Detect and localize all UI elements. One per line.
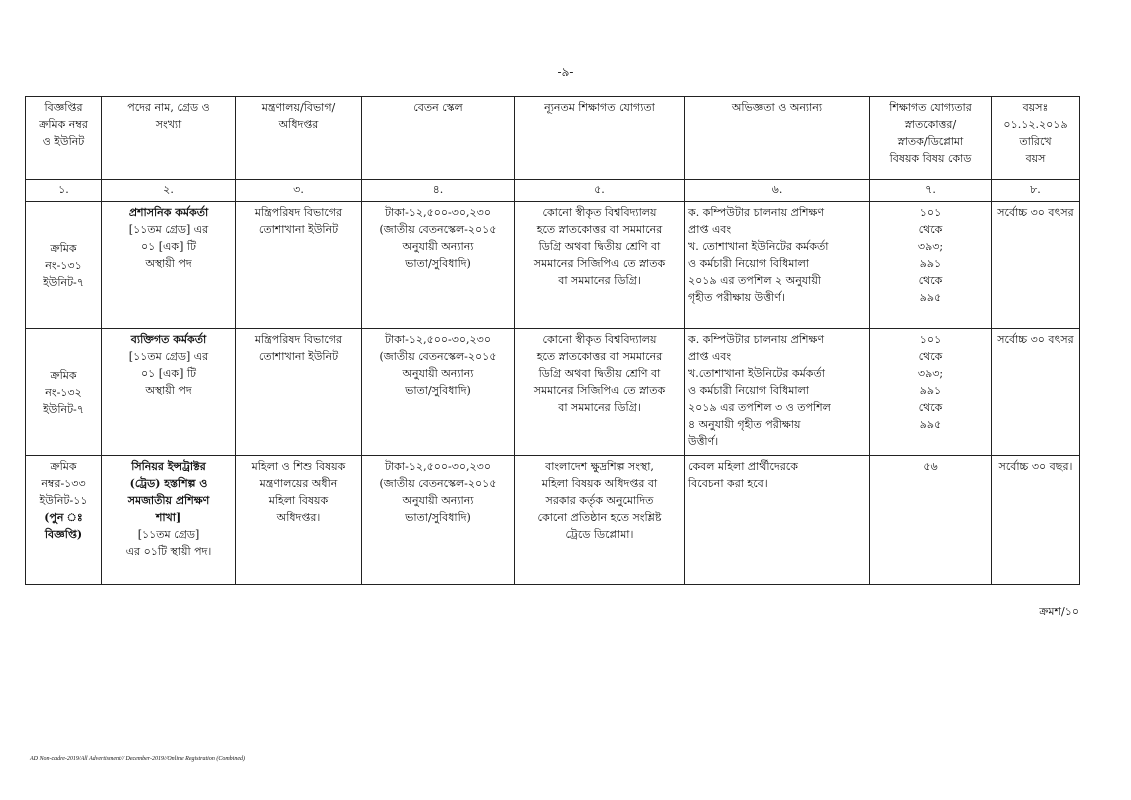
cell-line: মন্ত্রণালয়ের অধীন — [259, 477, 338, 490]
cell-line: সরকার কর্তৃক অনুমোদিত — [545, 494, 654, 507]
cell-line: বয়সঃ — [1022, 101, 1049, 114]
column-header-5 — [515, 97, 685, 180]
cell-line: ১০১ — [919, 206, 942, 219]
cell-line: বা সমমানের ডিগ্রি। — [558, 401, 641, 414]
cell-line: ইউনিট-৭ — [43, 275, 84, 289]
footer-reference: AD Non-cadre-2019/All Advertisment// December-2019//Online Registration (Combined) — [30, 756, 246, 762]
cell-line: প্রাপ্ত এবং — [688, 350, 732, 363]
cell-line: নম্বর-১৩৩ — [41, 477, 86, 490]
cell-line: (জাতীয় বেতনস্কেল-২০১৫ — [379, 350, 497, 363]
column-header-7 — [870, 97, 992, 180]
cell-line: তোশাখানা ইউনিট — [258, 223, 339, 236]
cell-line: ক্রমিক — [50, 460, 77, 473]
cell-line: মন্ত্রণালয়/বিভাগ/ — [261, 101, 336, 114]
cell-line: প্রাপ্ত এবং — [688, 223, 732, 236]
cell-line: সিনিয়র ইন্সট্রাক্টর — [131, 460, 206, 473]
cell-line: কেবল মহিলা প্রার্থীদেরকে — [688, 460, 798, 473]
cell-line: কোনো প্রতিষ্ঠান হতে সংশ্লিষ্ট — [537, 511, 662, 524]
cell-line: ডিগ্রি অথবা দ্বিতীয় শ্রেণি বা — [538, 367, 661, 380]
cell-line: অনুযায়ী অন্যান্য — [402, 240, 474, 253]
cell-line: বেতন স্কেল — [413, 101, 463, 114]
pay-scale-cell — [362, 202, 515, 329]
cell-line: বাংলাদেশ ক্ষুদ্রশিল্প সংস্থা, — [545, 460, 654, 473]
cell-line: বা সমমানের ডিগ্রি। — [558, 274, 641, 287]
header-row — [26, 97, 1080, 180]
cell-line: ক্রমিক — [50, 368, 77, 382]
age-cell: সর্বোচ্চ ৩০ বৎসর — [992, 202, 1080, 329]
cell-line: এর ০১টি স্থায়ী পদ। — [125, 545, 212, 558]
cell-line: ও কর্মচারী নিয়োগ বিধিমালা — [688, 257, 809, 270]
cell-line: মহিলা বিষয়ক অধিদপ্তর বা — [541, 477, 658, 490]
column-header-8 — [992, 97, 1080, 180]
cell-line: টাকা-১২,৫০০-৩০,২৩০ — [385, 460, 491, 473]
cell-line: কোনো স্বীকৃত বিশ্ববিদ্যালয় — [542, 206, 657, 219]
column-number: ২. — [102, 180, 236, 202]
cell-line: নং-১৩২ — [45, 385, 82, 399]
column-number: ৮. — [992, 180, 1080, 202]
cell-line: থেকে — [918, 350, 943, 363]
column-number: ৬. — [685, 180, 870, 202]
age-cell: সর্বোচ্চ ৩০ বৎসর — [992, 329, 1080, 456]
cell-line: ক্রমিক নম্বর — [39, 118, 88, 131]
cell-line: খ.তোশাখানা ইউনিটের কর্মকর্তা — [688, 367, 825, 380]
cell-line: [১১তম গ্রেড] এর — [128, 223, 209, 236]
post-title: প্রশাসনিক কর্মকর্তা — [128, 206, 209, 219]
cell-line: মন্ত্রিপরিষদ বিভাগের — [254, 206, 343, 219]
table-row — [26, 329, 1080, 456]
serial-cell — [26, 456, 102, 585]
cell-line: সমমানের সিজিপিএ তে স্নাতক — [533, 384, 666, 397]
experience-cell — [685, 329, 870, 456]
cell-line: ন্যূনতম শিক্ষাগত যোগ্যতা — [544, 101, 655, 114]
cell-line: ৯৯১ — [919, 384, 942, 397]
education-cell — [515, 456, 685, 585]
cell-line: অধিদপ্তর — [278, 118, 319, 131]
post-cell — [102, 456, 236, 585]
cell-line: [১১তম গ্রেড] — [137, 528, 200, 541]
cell-line: অধিদপ্তর। — [276, 511, 321, 524]
cell-line: ০১ [এক] টি — [140, 367, 197, 380]
cell-line: ডিগ্রি অথবা দ্বিতীয় শ্রেণি বা — [538, 240, 661, 253]
column-header-3 — [236, 97, 362, 180]
column-number: ৩. — [236, 180, 362, 202]
cell-line: ইউনিট-১১ — [39, 494, 88, 507]
cell-line: বিষয়ক বিষয় কোড — [889, 152, 972, 165]
cell-line: সমমানের সিজিপিএ তে স্নাতক — [533, 257, 666, 270]
cell-line: ভাতা/সুবিধাদি) — [405, 384, 471, 397]
cell-line: ৩৯৩; — [917, 240, 944, 253]
cell-line: সমজাতীয় প্রশিক্ষণ — [127, 494, 210, 507]
cell-line: টাকা-১২,৫০০-৩০,২৩০ — [385, 206, 491, 219]
recruitment-table — [25, 96, 1080, 585]
cell-line: অভিজ্ঞতা ও অন্যান্য — [731, 101, 823, 114]
cell-line: ট্রেডে ডিপ্লোমা। — [565, 528, 634, 541]
cell-line: স্নাতকোত্তর/ — [904, 118, 957, 131]
cell-line: বিজ্ঞপ্তির — [44, 101, 83, 114]
column-number: ৫. — [515, 180, 685, 202]
cell-line: মহিলা বিষয়ক — [268, 494, 329, 507]
cell-line: ভাতা/সুবিধাদি) — [405, 257, 471, 270]
ministry-cell — [236, 202, 362, 329]
cell-line: বিবেচনা করা হবে। — [688, 477, 768, 490]
cell-line: (পুন ঃ — [44, 511, 83, 524]
cell-line: ০১.১২.২০১৯ তারিখে — [1003, 118, 1068, 148]
cell-line: অস্থায়ী পদ — [145, 257, 192, 270]
page-number: -৯- — [557, 65, 574, 79]
cell-line: (জাতীয় বেতনস্কেল-২০১৫ — [379, 477, 497, 490]
column-number: ৪. — [362, 180, 515, 202]
cell-line: অস্থায়ী পদ — [145, 384, 192, 397]
cell-line: ৪ অনুযায়ী গৃহীত পরীক্ষায় — [688, 418, 801, 431]
serial-cell — [26, 202, 102, 329]
continued-note: ক্রমশ/১০ — [1039, 605, 1079, 618]
cell-line: থেকে — [918, 401, 943, 414]
cell-line: ক. কম্পিউটার চালনায় প্রশিক্ষণ — [688, 333, 825, 346]
subject-code-cell — [870, 329, 992, 456]
pay-scale-cell — [362, 456, 515, 585]
cell-line: ৯৯৫ — [919, 418, 942, 431]
subject-code-cell — [870, 456, 992, 585]
cell-line: (জাতীয় বেতনস্কেল-২০১৫ — [379, 223, 497, 236]
cell-line: ২০১৯ এর তপশিল ৩ ও তপশিল — [688, 401, 831, 414]
cell-line: হতে স্নাতকোত্তর বা সমমানের — [536, 223, 663, 236]
cell-line: টাকা-১২,৫০০-৩০,২৩০ — [385, 333, 491, 346]
cell-line: ২০১৯ এর তপশিল ২ অনুযায়ী — [688, 274, 821, 287]
table-row — [26, 202, 1080, 329]
cell-line: বয়স — [1025, 152, 1046, 165]
cell-line: [১১তম গ্রেড] এর — [128, 350, 209, 363]
column-number-row — [26, 180, 1080, 202]
cell-line: সংখ্যা — [155, 118, 182, 131]
cell-line: নং-১৩১ — [45, 258, 82, 272]
ministry-cell — [236, 329, 362, 456]
cell-line: অনুযায়ী অন্যান্য — [402, 367, 474, 380]
column-number: ১. — [26, 180, 102, 202]
cell-line: শিক্ষাগত যোগ্যতার — [889, 101, 972, 114]
cell-line: গৃহীত পরীক্ষায় উত্তীর্ণ। — [688, 291, 785, 304]
cell-line: শাখা] — [155, 511, 182, 524]
cell-line: ৩৯৩; — [917, 367, 944, 380]
cell-line: বিজ্ঞপ্তি) — [44, 528, 83, 541]
cell-line: হতে স্নাতকোত্তর বা সমমানের — [536, 350, 663, 363]
cell-line: ভাতা/সুবিধাদি) — [405, 511, 471, 524]
cell-line: ও কর্মচারী নিয়োগ বিধিমালা — [688, 384, 809, 397]
cell-line: মহিলা ও শিশু বিষয়ক — [251, 460, 346, 473]
cell-line: পদের নাম, গ্রেড ও — [127, 101, 210, 114]
cell-line: খ. তোশাখানা ইউনিটের কর্মকর্তা — [688, 240, 829, 253]
cell-line: ক্রমিক — [50, 241, 77, 255]
cell-line: মন্ত্রিপরিষদ বিভাগের — [254, 333, 343, 346]
cell-line: (ট্রেড) হস্তশিল্প ও — [129, 477, 208, 490]
cell-line: ০১ [এক] টি — [140, 240, 197, 253]
experience-cell — [685, 456, 870, 585]
cell-line: ৯৯১ — [919, 257, 942, 270]
table-row — [26, 456, 1080, 585]
cell-line: ও ইউনিট — [42, 135, 85, 148]
cell-line: ৫৬ — [923, 460, 938, 473]
ministry-cell — [236, 456, 362, 585]
pay-scale-cell — [362, 329, 515, 456]
cell-line: ইউনিট-৭ — [43, 402, 84, 416]
column-number: ৭. — [870, 180, 992, 202]
cell-line: থেকে — [918, 274, 943, 287]
age-cell: সর্বোচ্চ ৩০ বছর। — [992, 456, 1080, 585]
cell-line: অনুযায়ী অন্যান্য — [402, 494, 474, 507]
cell-line: ১০১ — [919, 333, 942, 346]
post-cell — [102, 329, 236, 456]
cell-line: স্নাতক/ডিপ্লোমা — [897, 135, 964, 148]
cell-line: ক. কম্পিউটার চালনায় প্রশিক্ষণ — [688, 206, 825, 219]
cell-line: তোশাখানা ইউনিট — [258, 350, 339, 363]
cell-line: উত্তীর্ণ। — [688, 435, 719, 448]
cell-line: ৯৯৫ — [919, 291, 942, 304]
education-cell — [515, 202, 685, 329]
education-cell — [515, 329, 685, 456]
post-title: ব্যক্তিগত কর্মকর্তা — [130, 333, 207, 346]
cell-line: কোনো স্বীকৃত বিশ্ববিদ্যালয় — [542, 333, 657, 346]
experience-cell — [685, 202, 870, 329]
column-header-4 — [362, 97, 515, 180]
column-header-1 — [26, 97, 102, 180]
post-cell — [102, 202, 236, 329]
cell-line: থেকে — [918, 223, 943, 236]
subject-code-cell — [870, 202, 992, 329]
serial-cell — [26, 329, 102, 456]
column-header-6 — [685, 97, 870, 180]
column-header-2 — [102, 97, 236, 180]
